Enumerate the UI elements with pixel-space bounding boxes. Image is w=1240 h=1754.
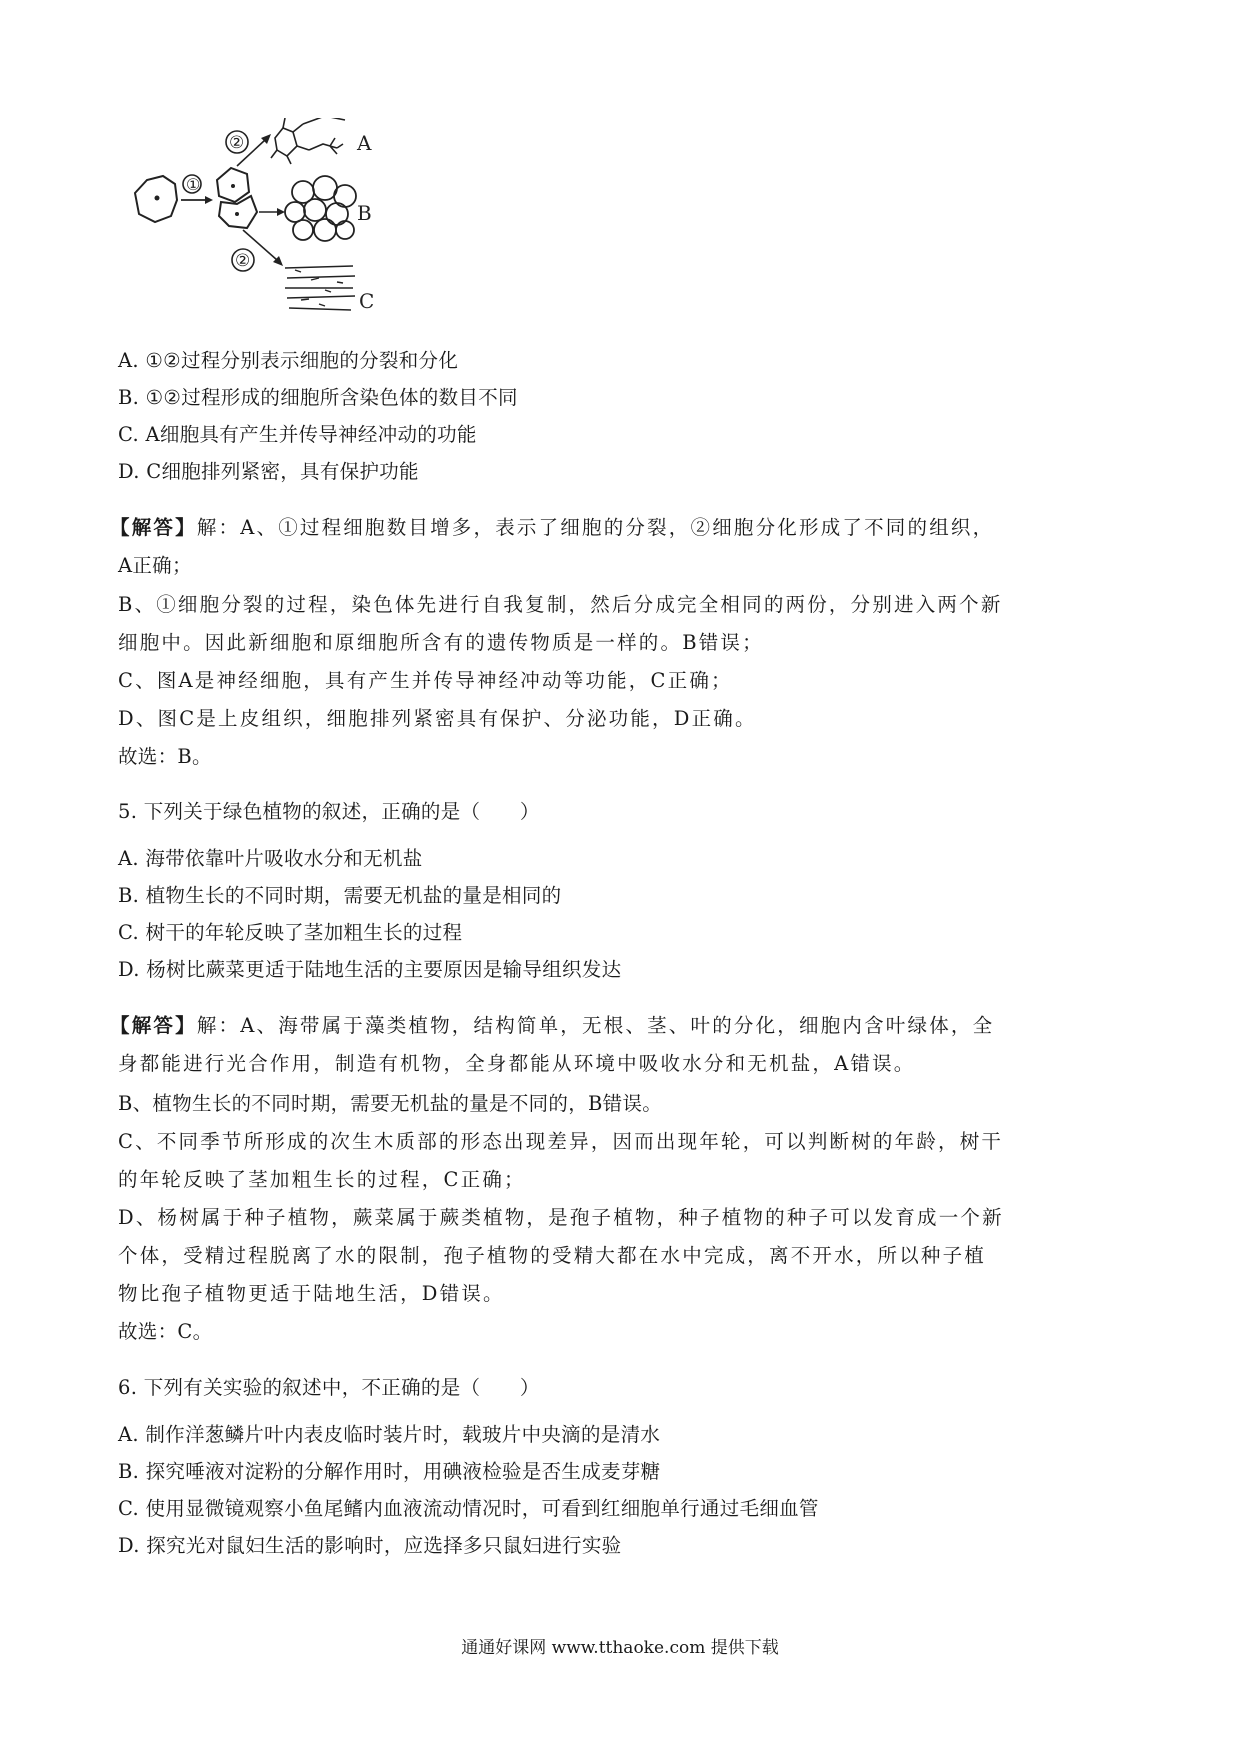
q4-answer-line-2: A正确； <box>118 554 192 577</box>
label-c: C <box>359 289 375 313</box>
q5-answer-line-5: 的年轮反映了茎加粗生长的过程，C正确； <box>118 1168 526 1191</box>
q6-stem: 6. 下列有关实验的叙述中，不正确的是（ ） <box>118 1376 540 1399</box>
q4-answer-line-7: 故选：B。 <box>118 745 212 768</box>
q4-answer-line-4: 细胞中。因此新细胞和原细胞所含有的遗传物质是一样的。B错误； <box>118 631 764 654</box>
q5-option-a: A. 海带依靠叶片吸收水分和无机盐 <box>118 847 423 870</box>
q6-option-b: B. 探究唾液对淀粉的分解作用时，用碘液检验是否生成麦芽糖 <box>118 1460 661 1483</box>
q5-stem: 5. 下列关于绿色植物的叙述，正确的是（ ） <box>118 800 540 823</box>
label-b: B <box>357 201 372 225</box>
muscle-tissue-b <box>285 176 356 241</box>
neuron-cells <box>271 118 345 164</box>
q4-option-d: D. C细胞排列紧密，具有保护功能 <box>118 460 419 483</box>
epithelial-tissue-c <box>285 266 355 310</box>
q4-option-a: A. ①②过程分别表示细胞的分裂和分化 <box>118 349 459 372</box>
q5-answer-line-8: 物比孢子植物更适于陆地生活，D错误。 <box>118 1282 505 1305</box>
answer-tag: 【解答】 <box>110 1014 197 1037</box>
step-2c-label: ② <box>235 251 251 271</box>
step-2a-label: ② <box>229 133 245 153</box>
cell-differentiation-figure <box>125 118 425 328</box>
q5-answer-line-6: D、杨树属于种子植物，蕨菜属于蕨类植物，是孢子植物，种子植物的种子可以发育成一个新 <box>118 1206 1004 1229</box>
q4-option-c: C. A细胞具有产生并传导神经冲动的功能 <box>118 423 477 446</box>
step-1-label: ① <box>186 175 201 194</box>
q6-option-c: C. 使用显微镜观察小鱼尾鳍内血液流动情况时，可看到红细胞单行通过毛细血管 <box>118 1497 819 1520</box>
q6-option-d: D. 探究光对鼠妇生活的影响时，应选择多只鼠妇进行实验 <box>118 1534 622 1557</box>
q4-answer-line-6: D、图C是上皮组织，细胞排列紧密具有保护、分泌功能，D正确。 <box>118 707 757 730</box>
q5-option-d: D. 杨树比蕨菜更适于陆地生活的主要原因是输导组织发达 <box>118 958 622 981</box>
q5-answer-line-3: B、植物生长的不同时期，需要无机盐的量是不同的，B错误。 <box>118 1092 663 1115</box>
q4-option-b: B. ①②过程形成的细胞所含染色体的数目不同 <box>118 386 518 409</box>
q5-answer-line-9: 故选：C。 <box>118 1320 213 1343</box>
q5-option-c: C. 树干的年轮反映了茎加粗生长的过程 <box>118 921 463 944</box>
q4-answer-line-5: C、图A是神经细胞，具有产生并传导神经冲动等功能，C正确； <box>118 669 733 692</box>
q5-answer-line-2: 身都能进行光合作用，制造有机物，全身都能从环境中吸收水分和无机盐，A错误。 <box>118 1052 916 1075</box>
page-footer: 通通好课网 www.tthaoke.com 提供下载 <box>461 1638 779 1658</box>
q5-answer-line-7: 个体，受精过程脱离了水的限制，孢子植物的受精大都在水中完成，离不开水，所以种子植 <box>118 1244 987 1267</box>
answer-tag: 【解答】 <box>110 516 197 539</box>
q6-option-a: A. 制作洋葱鳞片叶内表皮临时装片时，载玻片中央滴的是清水 <box>118 1423 661 1446</box>
q5-answer-line-4: C、不同季节所形成的次生木质部的形态出现差异，因而出现年轮，可以判断树的年龄，树干 <box>118 1130 1004 1153</box>
q4-answer-line-3: B、①细胞分裂的过程，染色体先进行自我复制，然后分成完全相同的两份，分别进入两个新 <box>118 593 1003 616</box>
q4-answer-line-1: 【解答】解：A、①过程细胞数目增多，表示了细胞的分裂，②细胞分化形成了不同的组织， <box>110 516 995 539</box>
q5-option-b: B. 植物生长的不同时期，需要无机盐的量是相同的 <box>118 884 562 907</box>
q5-answer-line-1: 【解答】解：A、海带属于藻类植物，结构简单，无根、茎、叶的分化，细胞内含叶绿体，全 <box>110 1014 995 1037</box>
label-a: A <box>357 131 372 155</box>
